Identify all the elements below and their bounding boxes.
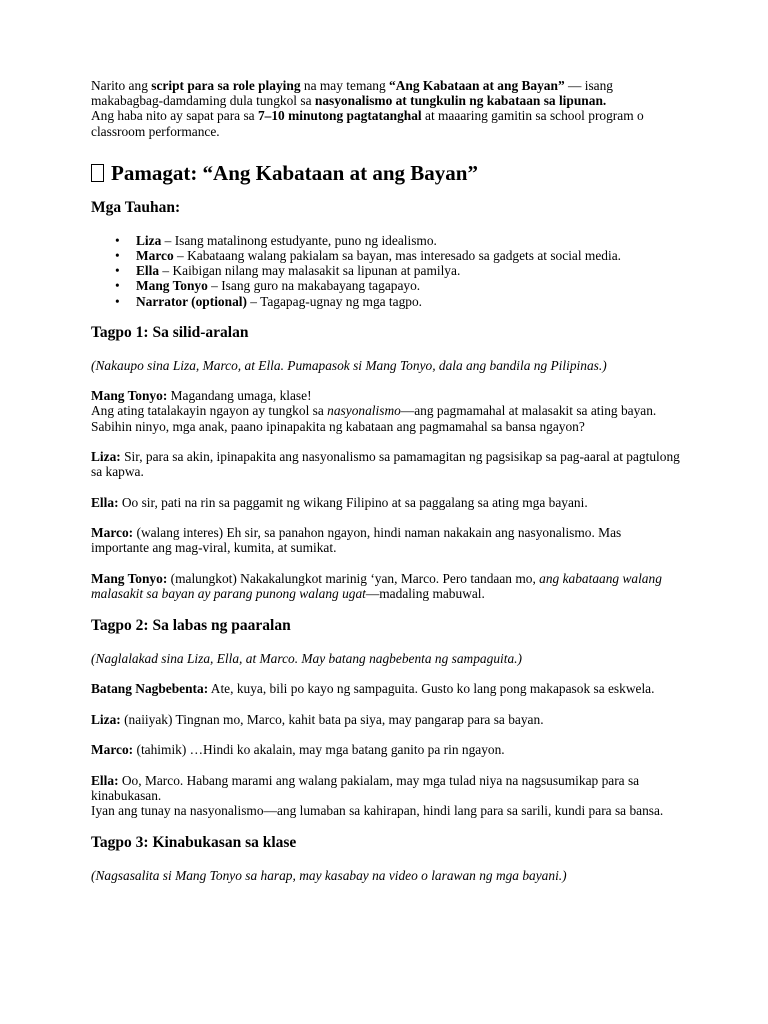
dialogue-text: Oo, Marco. Habang marami ang walang pakialam, may mga tulad niya na nagsusumikap para sa kinabukasan. xyxy=(91,772,640,803)
dialogue-line xyxy=(91,571,681,601)
dialogue-line xyxy=(91,525,681,555)
speaker-name: Liza: xyxy=(91,711,121,727)
dialogue-text: Ang ating tatalakayin ngayon ay tungkol sa xyxy=(91,403,328,419)
dialogue-emphasis: nasyonalismo xyxy=(327,403,401,419)
dialogue-line xyxy=(91,712,681,727)
intro-text: — isang makabagbag-damdaming dula tungkol sa xyxy=(91,78,614,109)
cast-item xyxy=(136,278,681,293)
dialogue-text: Magandang umaga, klase! xyxy=(167,388,312,404)
title-heading xyxy=(91,161,681,185)
intro-emphasis: script para sa role playing xyxy=(151,78,301,93)
document-page xyxy=(91,78,681,899)
cast-item xyxy=(136,233,681,248)
cast-item xyxy=(136,248,681,263)
missing-glyph-icon xyxy=(91,164,104,182)
cast-item xyxy=(136,263,681,278)
dialogue-text: Ate, kuya, bili po kayo ng sampaguita. Gusto ko lang pong makapasok sa eskwela. xyxy=(208,681,655,697)
scene-heading: Tagpo 3: Kinabukasan sa klase xyxy=(91,834,297,852)
intro-text: Ang haba nito ay sapat para sa xyxy=(91,108,258,124)
stage-direction: (Naglalakad sina Liza, Ella, at Marco. May batang nagbebenta ng sampaguita.) xyxy=(91,651,522,666)
cast-desc: – Isang matalinong estudyante, puno ng idealismo. xyxy=(161,232,437,248)
dialogue-line xyxy=(91,681,681,696)
scene-heading: Tagpo 2: Sa labas ng paaralan xyxy=(91,617,291,634)
speaker-name: Marco: xyxy=(91,525,134,540)
speaker-name: Ella: xyxy=(91,772,119,788)
cast-name: Liza xyxy=(136,232,162,248)
dialogue-line xyxy=(91,449,681,479)
speaker-name: Batang Nagbebenta: xyxy=(91,681,209,697)
speaker-name: Mang Tonyo: xyxy=(91,388,168,404)
dialogue-emphasis: ang kabataang walang malasakit sa bayan ay parang punong walang ugat xyxy=(91,570,662,601)
stage-direction: (Nagsasalita si Mang Tonyo sa harap, may kasabay na video o larawan ng mga bayani.) xyxy=(91,868,567,884)
cast-name: Ella xyxy=(136,263,160,279)
cast-heading: Mga Tauhan: xyxy=(91,198,181,216)
intro-emphasis: nasyonalismo at tungkulin ng kabataan sa lipunan. xyxy=(314,93,607,109)
cast-desc: – Kabataang walang pakialam sa bayan, mas interesado sa gadgets at social media. xyxy=(173,248,621,264)
dialogue-text: Iyan ang tunay na nasyonalismo—ang lumaban sa kahirapan, hindi lang para sa sarili, kundi para sa bansa. xyxy=(91,802,664,818)
dialogue-text: —madaling mabuwal. xyxy=(365,585,485,601)
cast-desc: – Isang guro na makabayang tagapayo. xyxy=(207,278,421,294)
dialogue-line xyxy=(91,495,681,510)
title-text: Pamagat: “Ang Kabataan at ang Bayan” xyxy=(111,160,478,185)
speaker-name: Mang Tonyo: xyxy=(91,570,168,586)
cast-name: Marco xyxy=(136,248,174,264)
dialogue-text: Sabihin ninyo, mga anak, paano ipinapakita ng kabataan ang pagmamahal sa bansa ngayon? xyxy=(91,418,585,434)
cast-desc: – Tagapag-ugnay ng mga tagpo. xyxy=(246,293,423,309)
cast-name: Mang Tonyo xyxy=(136,278,208,294)
cast-list xyxy=(91,233,681,309)
intro-text: at maaaring gamitin sa school program o classroom performance. xyxy=(91,108,644,139)
speaker-name: Marco: xyxy=(91,742,134,758)
dialogue-text: (malungkot) Nakakalungkot marinig ‘yan, Marco. Pero tandaan mo, xyxy=(167,570,540,586)
dialogue-text: Oo sir, pati na rin sa paggamit ng wikang Filipino at sa paggalang sa ating mga bayani. xyxy=(118,494,588,510)
dialogue-text: Sir, para sa akin, ipinapakita ang nasyonalismo sa pamamagitan ng pagsisikap sa pag-aaral at pagtulong sa kapwa. xyxy=(91,449,680,480)
dialogue-text: —ang pagmamahal at malasakit sa ating bayan. xyxy=(400,403,657,419)
intro-paragraph xyxy=(91,78,681,139)
cast-item xyxy=(136,294,681,309)
intro-emphasis: 7–10 minutong pagtatanghal xyxy=(257,108,422,124)
dialogue-line xyxy=(91,388,681,434)
speaker-name: Liza: xyxy=(91,449,121,465)
dialogue-text: (naiiyak) Tingnan mo, Marco, kahit bata pa siya, may pangarap para sa bayan. xyxy=(120,711,544,727)
dialogue-text: (walang interes) Eh sir, sa panahon ngayon, hindi naman nakakain ang nasyonalismo. Mas importante ang mag-viral, kumita, at sumikat. xyxy=(91,525,622,556)
cast-name: Narrator (optional) xyxy=(136,293,247,309)
intro-text: na may temang xyxy=(300,78,390,93)
speaker-name: Ella: xyxy=(91,494,119,510)
dialogue-line xyxy=(91,742,681,757)
dialogue-line xyxy=(91,773,681,819)
cast-desc: – Kaibigan nilang may malasakit sa lipunan at pamilya. xyxy=(159,263,461,279)
intro-text: Narito ang xyxy=(91,78,152,93)
dialogue-text: (tahimik) …Hindi ko akalain, may mga batang ganito pa rin ngayon. xyxy=(133,742,505,758)
scene-heading: Tagpo 1: Sa silid-aralan xyxy=(91,323,249,341)
intro-emphasis: “Ang Kabataan at ang Bayan” xyxy=(389,78,565,93)
stage-direction: (Nakaupo sina Liza, Marco, at Ella. Pumapasok si Mang Tonyo, dala ang bandila ng Pilipinas.) xyxy=(91,357,607,373)
